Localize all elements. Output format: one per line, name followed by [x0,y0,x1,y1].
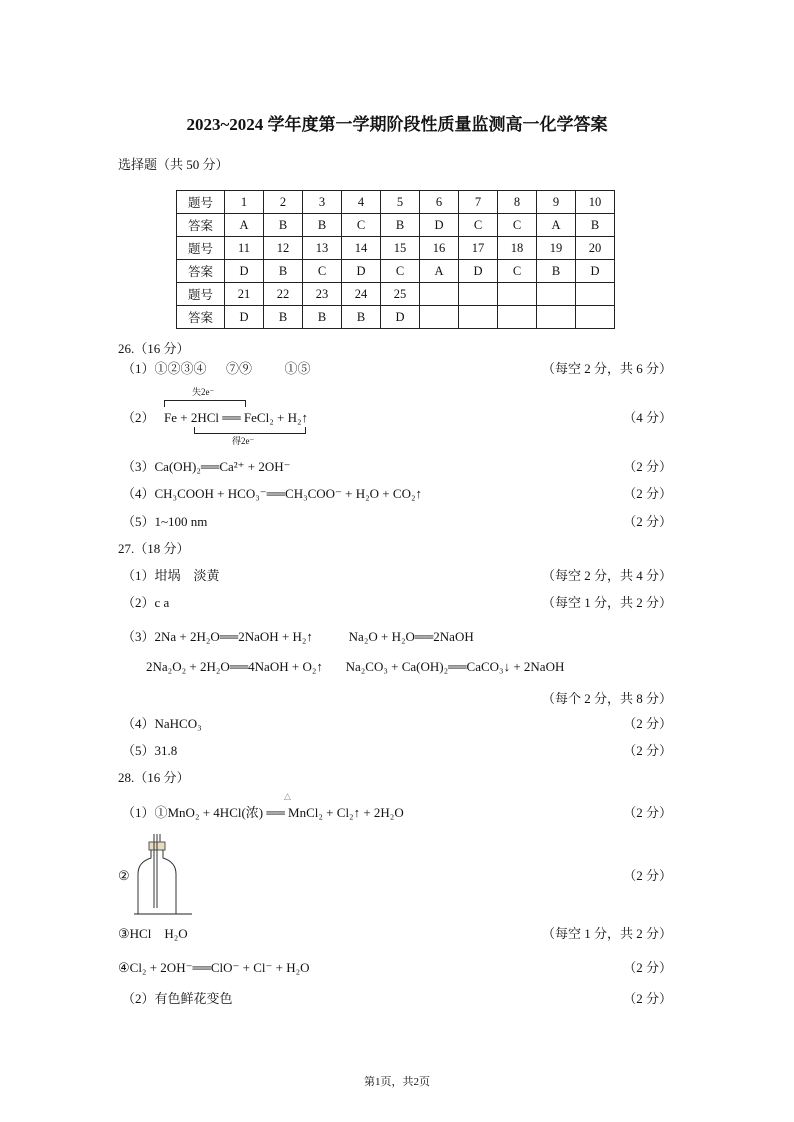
table-cell: A [225,214,264,237]
table-row [177,260,615,283]
table-cell: 13 [303,237,342,260]
q27-p5: （5）31.8 [122,743,178,758]
table-cell: 3 [303,191,342,214]
table-cell: 15 [381,237,420,260]
q26-p1: （1）①②③④ ⑦⑨ ①⑤ [122,361,311,376]
table-cell: 18 [498,237,537,260]
q28-heading: 28.（16 分） [118,770,190,785]
table-cell: 4 [342,191,381,214]
table-cell: 9 [537,191,576,214]
table-cell [420,283,459,306]
row-header: 答案 [177,260,225,283]
q28-p1-score: （2 分） [623,805,672,820]
table-cell: A [420,260,459,283]
table-cell: 2 [264,191,303,214]
q27-p3-score: （每个 2 分，共 8 分） [541,691,672,706]
table-cell: C [498,214,537,237]
q26-p1-score: （每空 2 分，共 6 分） [541,361,672,376]
row-header: 题号 [177,283,225,306]
table-row [177,306,615,329]
q28-p2: （2）有色鲜花变色 [122,991,233,1006]
q28-p1c-score: （每空 1 分，共 2 分） [541,926,672,941]
q28-p1c: ③HCl H₂O [118,926,188,941]
q26-p2-label: （2） [122,410,155,425]
table-cell: 17 [459,237,498,260]
table-cell: C [303,260,342,283]
page-footer: 第1页，共2页 [364,1076,430,1088]
q26-p5-score: （2 分） [623,514,672,529]
table-cell: 16 [420,237,459,260]
table-cell: 19 [537,237,576,260]
q26-p2-equation: Fe + 2HCl ══ FeCl₂ + H₂↑ [164,410,308,425]
q26-p2-score: （4 分） [623,410,672,425]
table-cell [537,306,576,329]
table-cell: 1 [225,191,264,214]
table-cell: 24 [342,283,381,306]
table-cell: D [342,260,381,283]
q26-heading: 26.（16 分） [118,341,190,356]
table-row [177,214,615,237]
table-cell: A [537,214,576,237]
table-cell [459,306,498,329]
q28-p1b-score: （2 分） [623,868,672,883]
q28-p1b-label: ② [118,868,130,883]
table-cell [537,283,576,306]
table-cell: C [459,214,498,237]
table-cell: 12 [264,237,303,260]
q28-p1d-score: （2 分） [623,960,672,975]
q27-p4-score: （2 分） [623,716,672,731]
answer-table [176,190,615,329]
q26-p3-score: （2 分） [623,459,672,474]
q26-p4-score: （2 分） [623,486,672,501]
table-cell: 6 [420,191,459,214]
table-cell [420,306,459,329]
row-header: 答案 [177,214,225,237]
table-row [177,191,615,214]
table-cell: 14 [342,237,381,260]
table-cell: 8 [498,191,537,214]
table-cell: C [342,214,381,237]
q27-p2-score: （每空 1 分，共 2 分） [541,595,672,610]
row-header: 题号 [177,191,225,214]
table-cell: 21 [225,283,264,306]
table-cell [498,283,537,306]
row-header: 答案 [177,306,225,329]
table-cell: B [537,260,576,283]
table-cell: C [381,260,420,283]
table-cell: D [420,214,459,237]
q28-p2-score: （2 分） [623,991,672,1006]
table-cell: B [264,306,303,329]
table-cell: 11 [225,237,264,260]
table-cell: 20 [576,237,615,260]
q26-lose-label: 失2e⁻ [192,387,215,397]
q26-gain-label: 得2e⁻ [232,436,255,446]
q26-p5: （5）1~100 nm [122,514,208,529]
q28-p1: （1）①MnO₂ + 4HCl(浓) ══ MnCl₂ + Cl₂↑ + 2H₂O [122,805,404,820]
choice-heading: 选择题（共 50 分） [118,157,229,172]
table-cell: 22 [264,283,303,306]
table-row [177,237,615,260]
table-cell: B [264,214,303,237]
table-cell: 25 [381,283,420,306]
table-cell: D [381,306,420,329]
table-cell: B [576,214,615,237]
table-cell: B [342,306,381,329]
q27-p5-score: （2 分） [623,743,672,758]
heat-condition: △ [284,791,291,801]
q27-p3-line2: 2Na₂O₂ + 2H₂O══4NaOH + O₂↑ Na₂CO₃ + Ca(OH)₂══CaCO₃↓ + 2NaOH [146,659,565,674]
table-row [177,283,615,306]
table-cell: 10 [576,191,615,214]
table-cell: B [381,214,420,237]
table-cell [576,283,615,306]
table-cell: D [225,306,264,329]
q27-p1: （1）坩埚 淡黄 [122,568,220,583]
table-cell: D [225,260,264,283]
q27-p3-line1: （3）2Na + 2H₂O══2NaOH + H₂↑ Na₂O + H₂O══2NaOH [122,629,474,644]
row-header: 题号 [177,237,225,260]
q27-heading: 27.（18 分） [118,541,190,556]
q27-p2: （2）c a [122,595,170,610]
q26-p3: （3）Ca(OH)₂══Ca²⁺ + 2OH⁻ [122,459,291,474]
table-cell: B [264,260,303,283]
table-cell: B [303,214,342,237]
page-title: 2023~2024 学年度第一学期阶段性质量监测高一化学答案 [186,115,608,134]
table-cell: B [303,306,342,329]
table-cell: D [459,260,498,283]
q27-p4: （4）NaHCO₃ [122,716,202,731]
table-cell: 5 [381,191,420,214]
electron-transfer-bracket-top [164,400,246,407]
q26-p4: （4）CH₃COOH + HCO₃⁻══CH₃COO⁻ + H₂O + CO₂↑ [122,486,422,501]
table-cell: D [576,260,615,283]
table-cell: 7 [459,191,498,214]
gas-bottle-diagram [134,832,204,916]
table-cell [576,306,615,329]
table-cell [459,283,498,306]
table-cell: 23 [303,283,342,306]
q28-p1d: ④Cl₂ + 2OH⁻══ClO⁻ + Cl⁻ + H₂O [118,960,310,975]
table-cell: C [498,260,537,283]
electron-transfer-bracket-bottom [194,427,306,434]
q27-p1-score: （每空 2 分，共 4 分） [541,568,672,583]
table-cell [498,306,537,329]
